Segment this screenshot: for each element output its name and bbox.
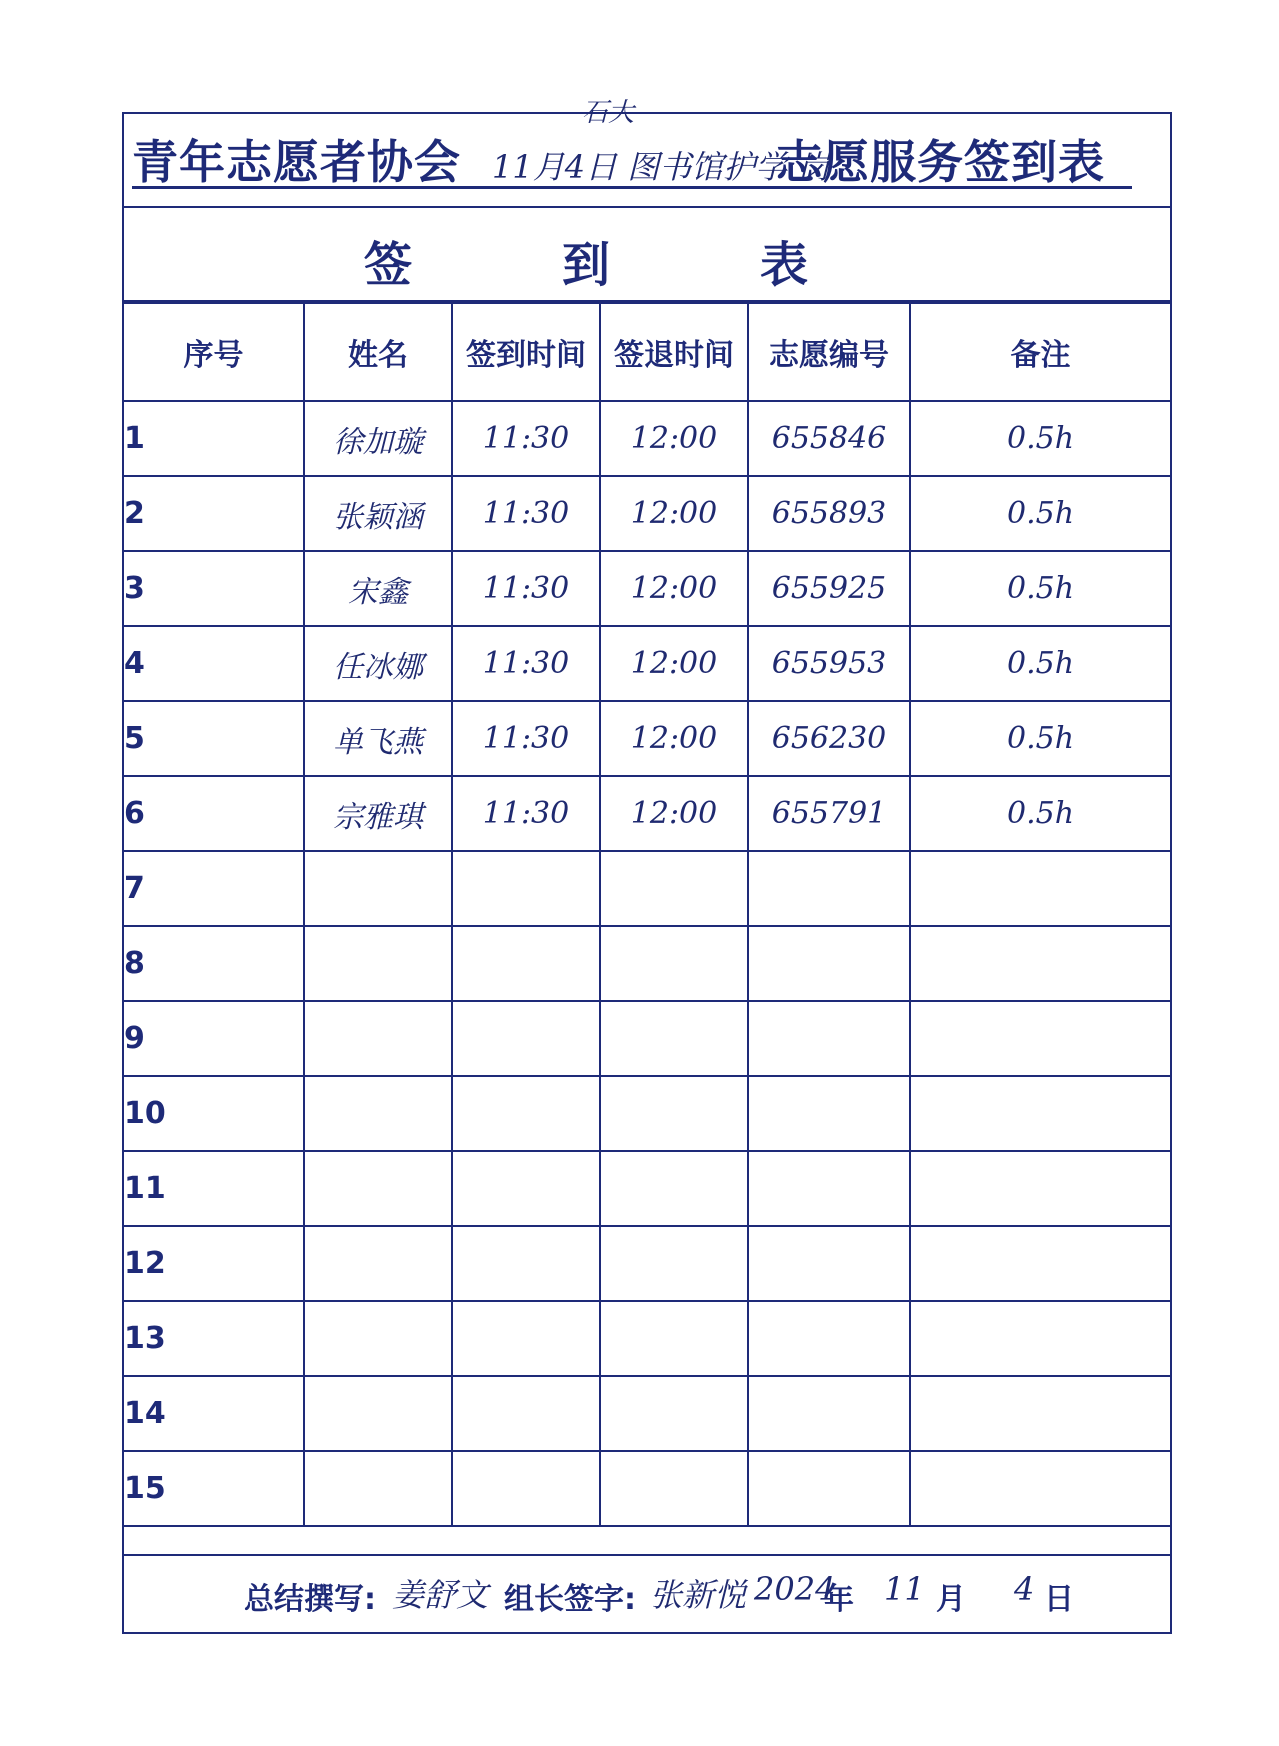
- table-row: [124, 1226, 1170, 1301]
- volunteer-id: [748, 1226, 910, 1301]
- row-number: 2: [124, 476, 304, 551]
- year-value: 2024: [754, 1570, 836, 1608]
- volunteer-id: [748, 1001, 910, 1076]
- volunteer-id: [748, 1301, 910, 1376]
- sign-in-sheet: [122, 98, 1172, 1634]
- row-number: 4: [124, 626, 304, 701]
- header-cell: 姓名: [304, 303, 452, 401]
- table-row: [124, 476, 1170, 551]
- remark: 0.5h: [910, 776, 1170, 851]
- volunteer-id: [748, 851, 910, 926]
- day-label: 日: [1044, 1582, 1074, 1617]
- row-number: 12: [124, 1226, 304, 1301]
- summary-signature: 姜舒文: [392, 1576, 489, 1614]
- subtitle: 签到表: [364, 237, 959, 293]
- header-cell: 签到时间: [452, 303, 600, 401]
- volunteer-name: [304, 926, 452, 1001]
- row-number: 13: [124, 1301, 304, 1376]
- sign-out-time: [600, 1226, 748, 1301]
- table-row: [124, 1001, 1170, 1076]
- sign-out-time: [600, 1151, 748, 1226]
- sign-out-time: [600, 1451, 748, 1526]
- row-number: 9: [124, 1001, 304, 1076]
- remark: [910, 1151, 1170, 1226]
- row-number: 8: [124, 926, 304, 1001]
- volunteer-id: [748, 926, 910, 1001]
- sign-out-time: 12:00: [600, 401, 748, 476]
- table-row: [124, 1301, 1170, 1376]
- volunteer-id: [748, 1376, 910, 1451]
- header-cell: 备注: [910, 303, 1170, 401]
- sign-in-time: [452, 1376, 600, 1451]
- title-prefix: 青年志愿者协会: [132, 135, 461, 189]
- header-cell: 序号: [124, 303, 304, 401]
- remark: [910, 1451, 1170, 1526]
- volunteer-name: 宗雅琪: [304, 776, 452, 851]
- table-row: [124, 1076, 1170, 1151]
- leader-label: 组长签字:: [504, 1582, 636, 1617]
- sign-out-time: [600, 1076, 748, 1151]
- sign-in-time: 11:30: [452, 401, 600, 476]
- month-value: 11: [884, 1570, 925, 1608]
- sign-out-time: [600, 851, 748, 926]
- remark: 0.5h: [910, 476, 1170, 551]
- sign-out-time: [600, 1001, 748, 1076]
- sign-in-table: [124, 302, 1170, 1527]
- row-number: 3: [124, 551, 304, 626]
- footer-row: [124, 1554, 1170, 1632]
- sign-out-time: [600, 1301, 748, 1376]
- remark: [910, 1226, 1170, 1301]
- volunteer-id: [748, 1451, 910, 1526]
- remark: 0.5h: [910, 701, 1170, 776]
- table-row: [124, 926, 1170, 1001]
- volunteer-id: 655846: [748, 401, 910, 476]
- month-label: 月: [936, 1582, 966, 1617]
- table-row: [124, 1451, 1170, 1526]
- remark: 0.5h: [910, 551, 1170, 626]
- sign-in-time: [452, 1001, 600, 1076]
- year-label: 年: [824, 1582, 854, 1617]
- volunteer-name: 任冰娜: [304, 626, 452, 701]
- volunteer-name: [304, 1001, 452, 1076]
- title-handwritten-insert: 石大: [582, 98, 635, 128]
- volunteer-name: [304, 1451, 452, 1526]
- volunteer-name: [304, 1076, 452, 1151]
- row-number: 7: [124, 851, 304, 926]
- table-row: [124, 851, 1170, 926]
- volunteer-name: 单飞燕: [304, 701, 452, 776]
- volunteer-id: [748, 1151, 910, 1226]
- sign-in-time: 11:30: [452, 626, 600, 701]
- volunteer-name: [304, 1376, 452, 1451]
- sign-out-time: 12:00: [600, 776, 748, 851]
- volunteer-name: 宋鑫: [304, 551, 452, 626]
- volunteer-name: 张颖涵: [304, 476, 452, 551]
- row-number: 11: [124, 1151, 304, 1226]
- volunteer-id: 656230: [748, 701, 910, 776]
- row-number: 5: [124, 701, 304, 776]
- remark: 0.5h: [910, 401, 1170, 476]
- table-row: [124, 1376, 1170, 1451]
- sign-out-time: 12:00: [600, 551, 748, 626]
- table-row: [124, 626, 1170, 701]
- remark: [910, 1301, 1170, 1376]
- title-handwritten-event: 11月4日 图书馆护学 岗: [492, 148, 830, 186]
- day-value: 4: [1014, 1570, 1035, 1608]
- volunteer-name: [304, 1151, 452, 1226]
- table-row: [124, 551, 1170, 626]
- title-row: [124, 98, 1170, 208]
- row-number: 1: [124, 401, 304, 476]
- title-underline: [132, 186, 1132, 189]
- sign-out-time: [600, 926, 748, 1001]
- table-row: [124, 776, 1170, 851]
- sign-in-time: 11:30: [452, 701, 600, 776]
- row-number: 10: [124, 1076, 304, 1151]
- remark: [910, 1001, 1170, 1076]
- sign-in-time: [452, 1076, 600, 1151]
- remark: 0.5h: [910, 626, 1170, 701]
- header-cell: 签退时间: [600, 303, 748, 401]
- leader-signature: 张新悦: [650, 1576, 747, 1614]
- sign-in-time: 11:30: [452, 551, 600, 626]
- volunteer-name: [304, 851, 452, 926]
- sign-out-time: 12:00: [600, 476, 748, 551]
- summary-label: 总结撰写:: [244, 1582, 376, 1617]
- sign-in-time: 11:30: [452, 776, 600, 851]
- volunteer-id: 655953: [748, 626, 910, 701]
- sign-in-time: [452, 851, 600, 926]
- volunteer-name: [304, 1226, 452, 1301]
- sign-out-time: 12:00: [600, 626, 748, 701]
- table-row: [124, 401, 1170, 476]
- title-suffix: 志愿服务签到表: [776, 135, 1105, 189]
- remark: [910, 1376, 1170, 1451]
- remark: [910, 926, 1170, 1001]
- sign-out-time: [600, 1376, 748, 1451]
- volunteer-name: 徐加璇: [304, 401, 452, 476]
- sign-in-time: [452, 926, 600, 1001]
- sign-in-time: 11:30: [452, 476, 600, 551]
- sign-in-time: [452, 1301, 600, 1376]
- volunteer-id: [748, 1076, 910, 1151]
- row-number: 15: [124, 1451, 304, 1526]
- remark: [910, 1076, 1170, 1151]
- sign-in-time: [452, 1151, 600, 1226]
- table-row: [124, 701, 1170, 776]
- row-number: 14: [124, 1376, 304, 1451]
- sign-in-time: [452, 1451, 600, 1526]
- subtitle-row: [124, 208, 1170, 302]
- sign-out-time: 12:00: [600, 701, 748, 776]
- volunteer-id: 655893: [748, 476, 910, 551]
- table-header-row: [124, 303, 1170, 401]
- remark: [910, 851, 1170, 926]
- row-number: 6: [124, 776, 304, 851]
- volunteer-id: 655791: [748, 776, 910, 851]
- table-row: [124, 1151, 1170, 1226]
- volunteer-name: [304, 1301, 452, 1376]
- header-cell: 志愿编号: [748, 303, 910, 401]
- volunteer-id: 655925: [748, 551, 910, 626]
- sign-in-time: [452, 1226, 600, 1301]
